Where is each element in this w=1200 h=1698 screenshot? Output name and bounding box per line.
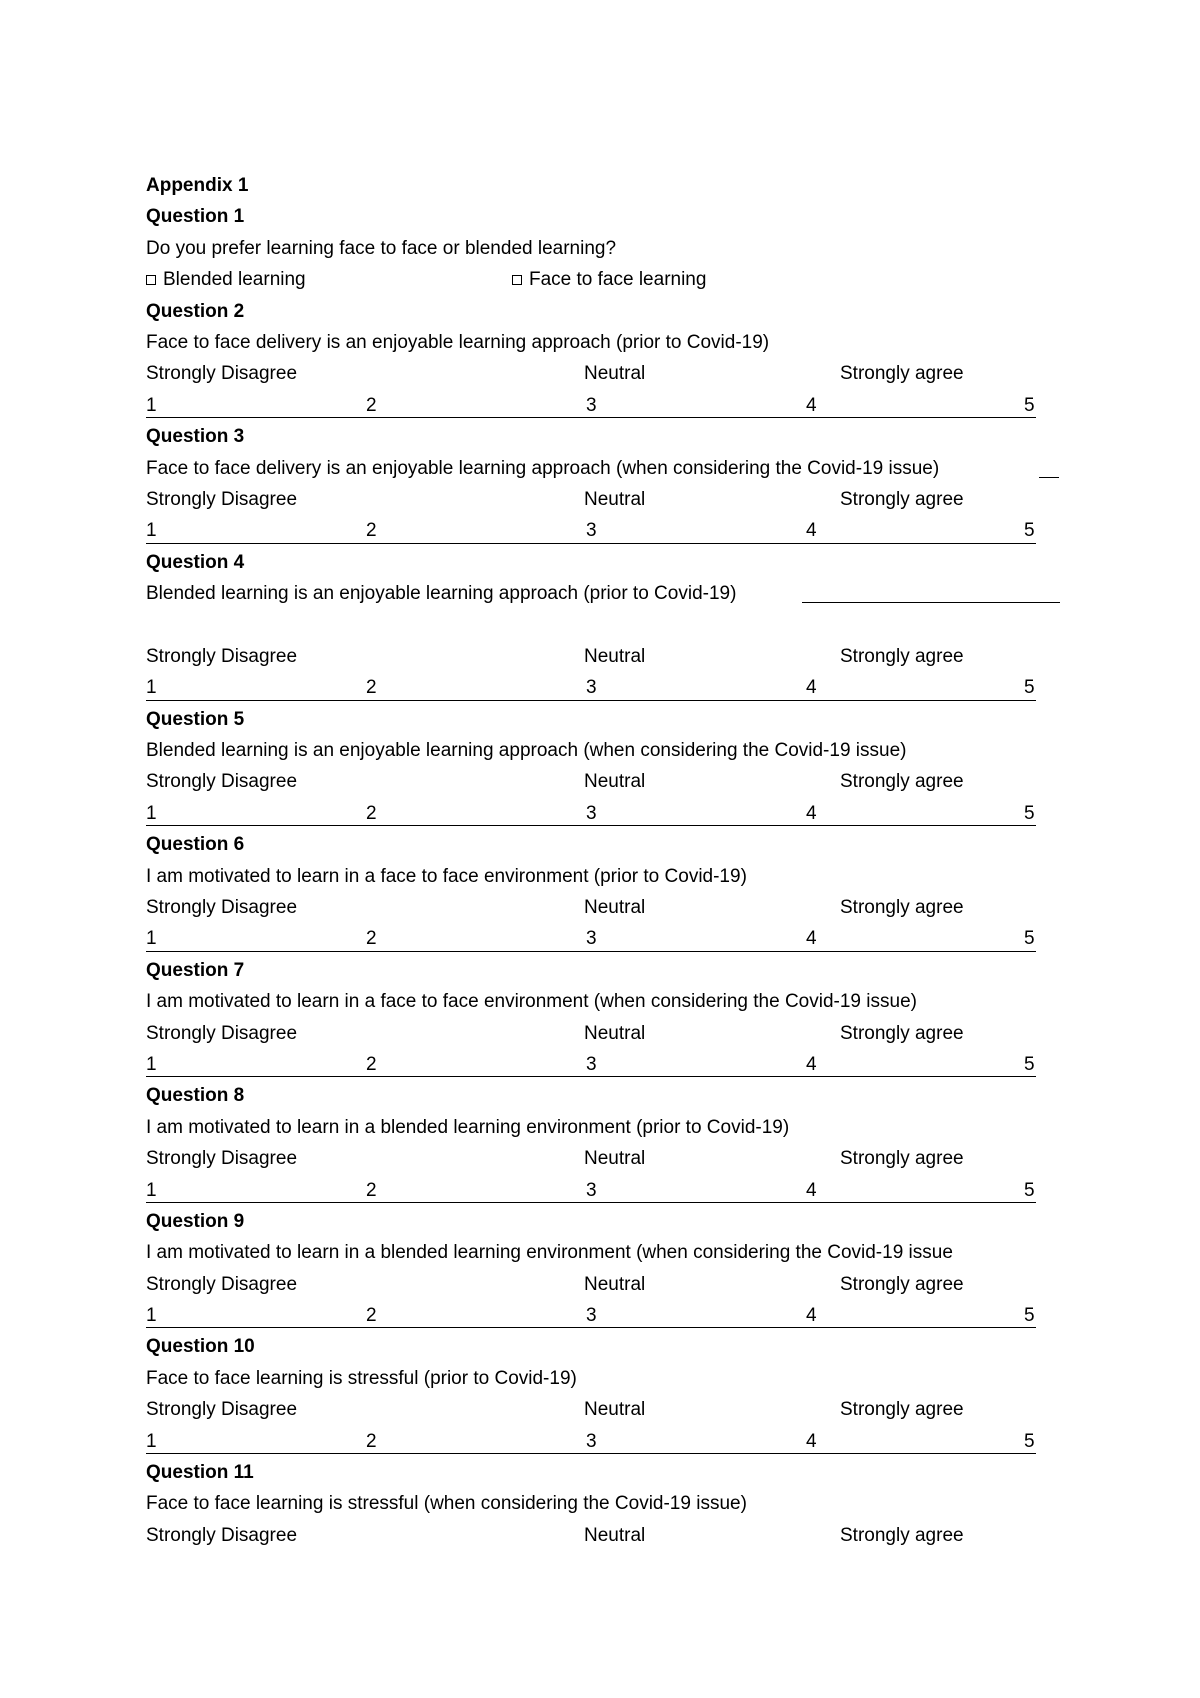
rating-scale[interactable]	[146, 1426, 1036, 1457]
anchor-strongly-agree: Strongly agree	[840, 645, 964, 667]
scale-number-3[interactable]: 3	[586, 802, 597, 824]
scale-underline	[146, 951, 1036, 952]
rating-scale[interactable]	[146, 798, 1036, 829]
scale-number-1[interactable]: 1	[146, 520, 157, 542]
anchor-neutral: Neutral	[584, 1524, 646, 1546]
question-9-heading: Question 9	[146, 1210, 245, 1232]
scale-anchors	[146, 641, 1066, 672]
scale-underline	[146, 825, 1036, 826]
blank-line	[146, 609, 1066, 640]
scale-anchors	[146, 766, 1066, 797]
appendix-title: Appendix 1	[146, 175, 249, 196]
question-3-text-row	[146, 453, 1066, 484]
scale-number-5[interactable]: 5	[1024, 1305, 1035, 1327]
scale-underline	[146, 1076, 1036, 1077]
anchor-strongly-disagree: Strongly Disagree	[146, 1524, 298, 1546]
question-10-heading: Question 10	[146, 1336, 255, 1358]
anchor-strongly-disagree: Strongly Disagree	[146, 1148, 298, 1170]
scale-number-4[interactable]: 4	[806, 394, 817, 416]
scale-number-4[interactable]: 4	[806, 1053, 817, 1075]
question-3-heading: Question 3	[146, 426, 245, 448]
question-9-text: I am motivated to learn in a blended learning environment (when considering the Covid-19 issue	[146, 1242, 953, 1264]
scale-number-5[interactable]: 5	[1024, 394, 1035, 416]
anchor-strongly-disagree: Strongly Disagree	[146, 896, 298, 918]
scale-underline	[146, 1327, 1036, 1328]
scale-anchors	[146, 1143, 1066, 1174]
scale-number-5[interactable]: 5	[1024, 1053, 1035, 1075]
scale-number-4[interactable]: 4	[806, 1305, 817, 1327]
option-label: Blended learning	[163, 269, 306, 291]
anchor-neutral: Neutral	[584, 1273, 646, 1295]
anchor-strongly-agree: Strongly agree	[840, 1399, 964, 1421]
anchor-strongly-disagree: Strongly Disagree	[146, 771, 298, 793]
scale-underline	[146, 700, 1036, 701]
scale-underline	[146, 1202, 1036, 1203]
scale-number-4[interactable]: 4	[806, 1430, 817, 1452]
question-10-text: Face to face learning is stressful (prior to Covid-19)	[146, 1367, 577, 1389]
anchor-neutral: Neutral	[584, 896, 646, 918]
anchor-strongly-disagree: Strongly Disagree	[146, 488, 298, 510]
answer-blank-line	[1039, 477, 1059, 478]
anchor-strongly-disagree: Strongly Disagree	[146, 1022, 298, 1044]
scale-number-5[interactable]: 5	[1024, 520, 1035, 542]
scale-number-4[interactable]: 4	[806, 520, 817, 542]
rating-scale[interactable]	[146, 1175, 1036, 1206]
question-7-heading: Question 7	[146, 959, 245, 981]
scale-number-2[interactable]: 2	[366, 928, 377, 950]
question-4-text-row	[146, 578, 1066, 609]
question-1-text: Do you prefer learning face to face or blended learning?	[146, 237, 617, 259]
scale-number-2[interactable]: 2	[366, 394, 377, 416]
scale-anchors	[146, 892, 1066, 923]
scale-number-2[interactable]: 2	[366, 1305, 377, 1327]
question-8-text: I am motivated to learn in a blended learning environment (prior to Covid-19)	[146, 1116, 790, 1138]
scale-number-3[interactable]: 3	[586, 1430, 597, 1452]
rating-scale[interactable]	[146, 923, 1036, 954]
anchor-strongly-disagree: Strongly Disagree	[146, 363, 298, 385]
rating-scale[interactable]	[146, 390, 1036, 421]
rating-scale[interactable]	[146, 515, 1036, 546]
anchor-strongly-agree: Strongly agree	[840, 896, 964, 918]
scale-anchors	[146, 1520, 1066, 1551]
scale-number-5[interactable]: 5	[1024, 928, 1035, 950]
scale-number-2[interactable]: 2	[366, 1430, 377, 1452]
anchor-neutral: Neutral	[584, 1022, 646, 1044]
scale-number-1[interactable]: 1	[146, 677, 157, 699]
question-6-text: I am motivated to learn in a face to face environment (prior to Covid-19)	[146, 865, 747, 887]
question-4-heading: Question 4	[146, 551, 245, 573]
scale-number-2[interactable]: 2	[366, 1053, 377, 1075]
scale-number-5[interactable]: 5	[1024, 677, 1035, 699]
question-5-text: Blended learning is an enjoyable learning approach (when considering the Covid-19 issue)	[146, 740, 907, 762]
scale-number-3[interactable]: 3	[586, 1053, 597, 1075]
question-7-text: I am motivated to learn in a face to face environment (when considering the Covid-19 issue)	[146, 991, 917, 1013]
scale-number-2[interactable]: 2	[366, 802, 377, 824]
question-8-heading: Question 8	[146, 1085, 245, 1107]
scale-number-2[interactable]: 2	[366, 520, 377, 542]
scale-number-3[interactable]: 3	[586, 677, 597, 699]
anchor-strongly-disagree: Strongly Disagree	[146, 1273, 298, 1295]
question-11-text: Face to face learning is stressful (when considering the Covid-19 issue)	[146, 1493, 747, 1515]
scale-number-3[interactable]: 3	[586, 520, 597, 542]
anchor-strongly-agree: Strongly agree	[840, 1273, 964, 1295]
scale-number-3[interactable]: 3	[586, 1179, 597, 1201]
scale-anchors	[146, 1018, 1066, 1049]
scale-number-1[interactable]: 1	[146, 394, 157, 416]
anchor-neutral: Neutral	[584, 488, 646, 510]
scale-number-3[interactable]: 3	[586, 1305, 597, 1327]
anchor-strongly-agree: Strongly agree	[840, 488, 964, 510]
scale-number-5[interactable]: 5	[1024, 1179, 1035, 1201]
scale-number-4[interactable]: 4	[806, 928, 817, 950]
option-blended-learning[interactable]	[146, 264, 306, 295]
scale-number-3[interactable]: 3	[586, 394, 597, 416]
anchor-strongly-agree: Strongly agree	[840, 363, 964, 385]
anchor-neutral: Neutral	[584, 1399, 646, 1421]
scale-number-3[interactable]: 3	[586, 928, 597, 950]
anchor-neutral: Neutral	[584, 363, 646, 385]
anchor-strongly-disagree: Strongly Disagree	[146, 1399, 298, 1421]
anchor-strongly-agree: Strongly agree	[840, 1148, 964, 1170]
scale-anchors	[146, 1269, 1066, 1300]
anchor-neutral: Neutral	[584, 1148, 646, 1170]
scale-underline	[146, 1453, 1036, 1454]
scale-number-4[interactable]: 4	[806, 677, 817, 699]
scale-underline	[146, 417, 1036, 418]
scale-number-1[interactable]: 1	[146, 802, 157, 824]
question-3-text: Face to face delivery is an enjoyable learning approach (when considering the Covid-19 issue)	[146, 457, 940, 479]
checkbox-icon[interactable]	[146, 275, 156, 285]
scale-number-1[interactable]: 1	[146, 1430, 157, 1452]
scale-number-5[interactable]: 5	[1024, 1430, 1035, 1452]
anchor-strongly-disagree: Strongly Disagree	[146, 645, 298, 667]
answer-blank-line	[802, 602, 1060, 603]
question-1-heading: Question 1	[146, 206, 245, 228]
scale-number-1[interactable]: 1	[146, 1179, 157, 1201]
rating-scale[interactable]	[146, 672, 1036, 703]
checkbox-icon[interactable]	[512, 275, 522, 285]
scale-number-1[interactable]: 1	[146, 1053, 157, 1075]
scale-number-4[interactable]: 4	[806, 802, 817, 824]
scale-number-1[interactable]: 1	[146, 1305, 157, 1327]
question-11-heading: Question 11	[146, 1462, 254, 1484]
questionnaire-page	[146, 170, 1066, 1551]
question-1-options	[146, 264, 1066, 295]
scale-number-2[interactable]: 2	[366, 677, 377, 699]
scale-number-5[interactable]: 5	[1024, 802, 1035, 824]
rating-scale[interactable]	[146, 1300, 1036, 1331]
rating-scale[interactable]	[146, 1049, 1036, 1080]
scale-anchors	[146, 358, 1066, 389]
question-6-heading: Question 6	[146, 834, 245, 856]
question-2-text: Face to face delivery is an enjoyable learning approach (prior to Covid-19)	[146, 331, 770, 353]
scale-number-2[interactable]: 2	[366, 1179, 377, 1201]
option-face-to-face-learning[interactable]	[512, 264, 706, 295]
scale-number-4[interactable]: 4	[806, 1179, 817, 1201]
scale-anchors	[146, 1394, 1066, 1425]
scale-underline	[146, 543, 1036, 544]
anchor-neutral: Neutral	[584, 771, 646, 793]
anchor-strongly-agree: Strongly agree	[840, 771, 964, 793]
question-4-text: Blended learning is an enjoyable learning approach (prior to Covid-19)	[146, 583, 737, 605]
question-5-heading: Question 5	[146, 708, 245, 730]
question-2-heading: Question 2	[146, 300, 245, 322]
anchor-strongly-agree: Strongly agree	[840, 1022, 964, 1044]
scale-number-1[interactable]: 1	[146, 928, 157, 950]
scale-anchors	[146, 484, 1066, 515]
anchor-neutral: Neutral	[584, 645, 646, 667]
option-label: Face to face learning	[529, 269, 707, 291]
anchor-strongly-agree: Strongly agree	[840, 1524, 964, 1546]
